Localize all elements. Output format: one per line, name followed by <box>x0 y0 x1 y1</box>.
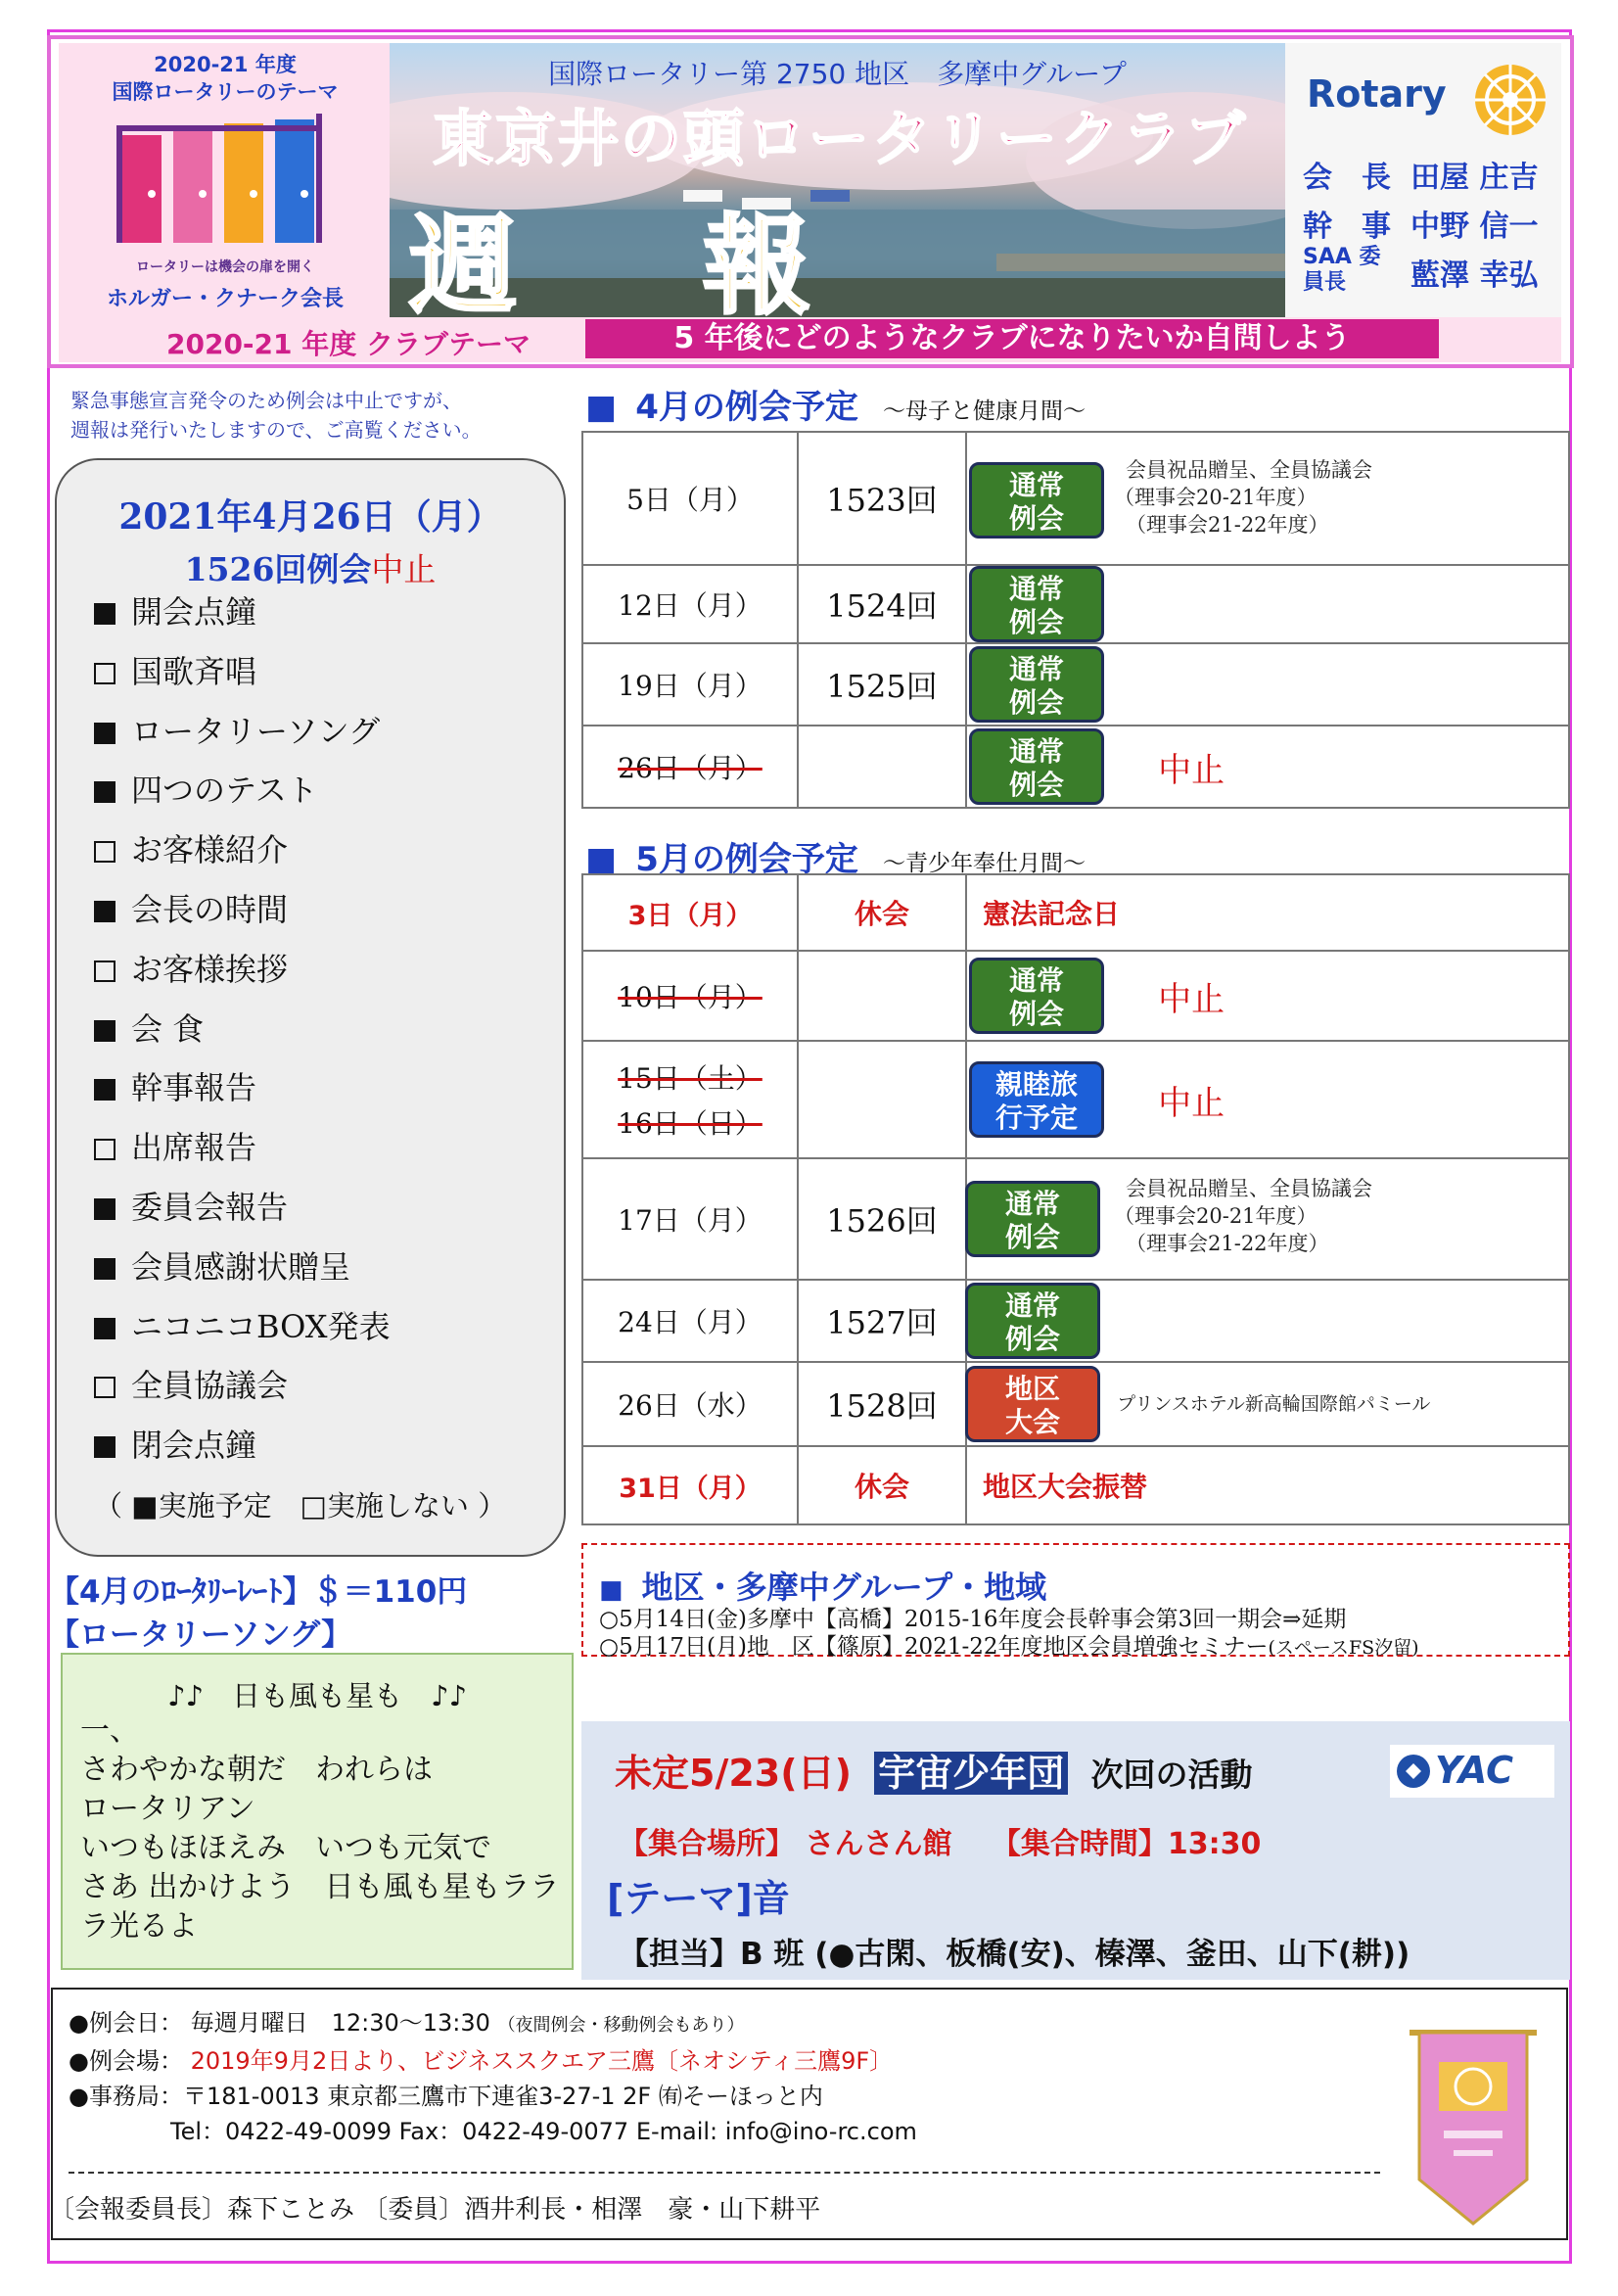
yac-meeting-line <box>619 1819 1261 1862</box>
may-number: 休会 <box>798 1446 966 1524</box>
yac-theme: 音 <box>752 1877 790 1920</box>
ri-theme-panel <box>59 43 392 361</box>
office-label: ●事務局： <box>69 2083 183 2110</box>
notice <box>70 386 560 445</box>
april-note <box>1114 456 1372 539</box>
checked-square-icon <box>94 603 116 625</box>
regular-meeting-badge: 通常 例会 <box>969 566 1104 642</box>
regular-meeting-badge: 通常 例会 <box>969 462 1104 539</box>
table-row <box>582 565 1569 643</box>
song-line: いつもほほえみ いつも元気で <box>80 1831 491 1865</box>
table-row <box>582 643 1569 726</box>
district-event-venue: (スペースFS汐留) <box>1268 1637 1419 1659</box>
cancelled-date: 26日（月） <box>618 752 763 784</box>
rotary-wordmark: Rotary <box>1307 72 1447 116</box>
may-date-cancelled <box>582 951 798 1041</box>
district-square-icon: ■ <box>599 1575 624 1605</box>
may-desc <box>966 1041 1569 1158</box>
meeting-status: 中止 <box>371 550 437 588</box>
meeting-date: 2021年4月26日（月） <box>118 496 502 538</box>
checked-square-icon <box>94 901 116 922</box>
ri-president: ホルガー・クナーク会長 <box>106 287 344 311</box>
yac-headline <box>615 1743 1252 1797</box>
may-number: 1527回 <box>798 1280 966 1362</box>
meeting-day: 毎週月曜日 12:30～13:30 <box>190 2009 490 2037</box>
opportunity-doors-logo <box>113 106 338 253</box>
theme-motto: ロータリーは機会の扉を開く <box>136 259 314 275</box>
club-banner-pennant <box>1400 2003 1547 2228</box>
unchecked-square-icon <box>94 663 116 684</box>
theme-year: 2020-21 年度 <box>154 53 297 76</box>
song-line: さわやかな朝だ われらは <box>80 1753 433 1787</box>
song-line: さあ 出かけよう 日も風も星もララ <box>80 1870 560 1904</box>
regular-meeting-badge: 通常 例会 <box>969 958 1104 1034</box>
agenda-item-label: 出席報告 <box>131 1129 257 1167</box>
agenda-item <box>94 1123 256 1168</box>
may-desc: 地区大会振替 <box>966 1446 1569 1524</box>
district-event-text: ○5月17日(月)地 区【篠原】2021-22年度地区会員増強セミナー <box>599 1634 1269 1660</box>
may-date: 31日（月） <box>582 1446 798 1524</box>
may-title: 5月の例会予定 <box>635 840 858 879</box>
venue-label: ●例会場： <box>69 2047 183 2075</box>
agenda-item-label: 会 食 <box>131 1009 205 1048</box>
yac-next: 次回の活動 <box>1090 1756 1253 1794</box>
song-title: ♪♪ 日も風も星も ♪♪ <box>166 1679 468 1712</box>
footer-divider <box>69 2172 1380 2174</box>
song-lyrics <box>80 1711 570 1946</box>
yac-date: 5/23(日) <box>689 1752 852 1795</box>
meeting-number: 1526回例会 <box>184 550 372 588</box>
agenda-item-label: 開会点鐘 <box>131 593 257 631</box>
yac-theme-label: [テーマ] <box>607 1877 753 1920</box>
note-line: 会員祝品贈呈、全員協議会 <box>1126 458 1372 482</box>
officer-role-secretary: 幹 事 <box>1303 210 1391 244</box>
cancelled-label: 中止 <box>1158 750 1225 790</box>
agenda-item-label: 国歌斉唱 <box>131 652 257 690</box>
agenda-item-label: 委員会報告 <box>131 1189 289 1226</box>
may-date: 3日（月） <box>582 874 798 951</box>
agenda-item <box>94 1421 256 1466</box>
agenda-item-label: 幹事報告 <box>131 1069 257 1107</box>
agenda-item-label: 会員感謝状贈呈 <box>131 1247 351 1286</box>
regular-meeting-badge: 通常 例会 <box>965 1283 1100 1359</box>
april-desc <box>966 643 1569 726</box>
agenda-item <box>94 647 256 692</box>
footer-line <box>69 2005 917 2043</box>
april-date: 5日（月） <box>582 432 798 565</box>
agenda-item <box>94 587 256 633</box>
may-note <box>1114 1175 1372 1257</box>
agenda-item <box>94 1242 350 1288</box>
note-line: （理事会20-21年度） <box>1114 1204 1318 1228</box>
footer-line <box>69 2043 917 2079</box>
agenda-item <box>94 766 318 811</box>
checked-square-icon <box>94 723 116 744</box>
agenda-item-label: 閉会点鐘 <box>131 1427 257 1465</box>
yac-org: 宇宙少年団 <box>874 1752 1068 1795</box>
song-line: ラ光るよ <box>80 1909 198 1944</box>
may-date-cancelled <box>582 1041 798 1158</box>
agenda-item <box>94 1005 204 1050</box>
notice-line: 週報は発行いたしますので、ご高覧ください。 <box>70 418 482 442</box>
table-row <box>582 726 1569 808</box>
unchecked-square-icon <box>94 1139 116 1160</box>
agenda-item-label: 四つのテスト <box>131 772 318 810</box>
checked-square-icon <box>94 1020 116 1042</box>
table-row <box>582 951 1569 1041</box>
note-line: （理事会21-22年度） <box>1126 1232 1329 1255</box>
cherry-blossom-photo <box>390 43 1285 317</box>
april-number: 1524回 <box>798 565 966 643</box>
district-conference-badge: 地区 大会 <box>965 1366 1100 1442</box>
may-number <box>798 1041 966 1158</box>
yac-place-label: 【集合場所】 <box>619 1827 795 1861</box>
april-number: 1523回 <box>798 432 966 565</box>
april-date: 19日（月） <box>582 643 798 726</box>
april-subtitle: ～母子と健康月間～ <box>882 398 1086 424</box>
agenda-legend: （ ■実施予定 □実施しない ） <box>94 1489 507 1523</box>
officers-panel <box>1285 43 1561 317</box>
rotary-rate: 【4月のﾛｰﾀﾘｰﾚｰﾄ】＄＝110円 <box>49 1574 468 1610</box>
agenda-item <box>94 707 380 752</box>
may-date: 24日（月） <box>582 1280 798 1362</box>
club-theme: 5 年後にどのようなクラブになりたいか自問しよう <box>585 319 1439 358</box>
may-number <box>798 951 966 1041</box>
checked-square-icon <box>94 1318 116 1339</box>
officer-role-president: 会 長 <box>1303 161 1391 195</box>
table-row <box>582 1041 1569 1158</box>
may-schedule-table <box>581 873 1570 1525</box>
table-row <box>582 1446 1569 1524</box>
district-title-line <box>599 1563 1046 1608</box>
meeting-day-label: ●例会日： <box>69 2009 183 2037</box>
may-number: 1526回 <box>798 1158 966 1280</box>
checked-square-icon <box>94 1258 116 1280</box>
april-date-cancelled <box>582 726 798 808</box>
cancelled-date: 16日（日） <box>618 1107 763 1140</box>
agenda-item <box>94 1302 391 1347</box>
april-section-title <box>585 380 1086 428</box>
may-date: 17日（月） <box>582 1158 798 1280</box>
checked-square-icon <box>94 1436 116 1458</box>
district-event <box>599 1633 1419 1662</box>
agenda-item-label: 全員協議会 <box>131 1367 289 1405</box>
april-desc <box>966 726 1569 808</box>
cancelled-label: 中止 <box>1158 979 1225 1019</box>
rotary-wheel-icon <box>1471 61 1549 139</box>
agenda-item <box>94 945 288 990</box>
agenda-item-label: ニコニコBOX発表 <box>131 1307 391 1345</box>
april-number <box>798 726 966 808</box>
agenda-item-label: ロータリーソング <box>131 712 381 750</box>
may-number: 休会 <box>798 874 966 951</box>
song-line: ロータリアン <box>80 1792 255 1826</box>
cancelled-label: 中止 <box>1158 1083 1225 1123</box>
agenda-item-label: お客様挨拶 <box>131 950 289 988</box>
april-number: 1525回 <box>798 643 966 726</box>
district-title: 地区・多摩中グループ・地域 <box>641 1569 1047 1606</box>
officer-name-secretary: 中野 信一 <box>1410 210 1539 244</box>
table-row <box>582 1362 1569 1446</box>
newsletter-title: 週 報 <box>409 204 850 317</box>
yac-staff: 【担当】B 班 (●古閑、板橋(安)、榛澤、釜田、山下(耕)) <box>619 1937 1410 1972</box>
club-theme-label: 2020-21 年度 クラブテーマ <box>166 328 532 360</box>
yac-theme-line <box>607 1868 790 1922</box>
officer-name-saa: 藍澤 幸弘 <box>1410 258 1539 293</box>
officer-role-saa: SAA 委員長 <box>1303 245 1381 295</box>
checked-square-icon <box>94 1198 116 1220</box>
agenda-item <box>94 1361 288 1406</box>
officer-name-president: 田屋 庄吉 <box>1410 161 1539 195</box>
april-square-icon: ■ <box>585 388 618 427</box>
may-note: プリンスホテル新高輪国際館パミール <box>1117 1393 1431 1415</box>
may-desc <box>966 951 1569 1041</box>
footer-contact: Tel：0422-49-0099 Fax：0422-49-0077 E-mail: info@ino-rc.com <box>170 2118 917 2145</box>
regular-meeting-badge: 通常 例会 <box>969 646 1104 723</box>
may-desc: 憲法記念日 <box>966 874 1569 951</box>
regular-meeting-badge: 通常 例会 <box>969 728 1104 805</box>
song-heading: 【ロータリーソング】 <box>49 1617 352 1653</box>
agenda-item-label: 会長の時間 <box>131 891 289 928</box>
meeting-day-note: （夜間例会・移動例会もあり） <box>497 2015 745 2036</box>
checked-square-icon <box>94 781 116 803</box>
note-line: （理事会21-22年度） <box>1126 513 1329 537</box>
regular-meeting-badge: 通常 例会 <box>965 1181 1100 1257</box>
cancelled-date: 15日（土） <box>618 1062 763 1095</box>
district-line: 国際ロータリー第 2750 地区 多摩中グループ <box>548 58 1127 90</box>
footer-line <box>69 2079 917 2114</box>
may-number: 1528回 <box>798 1362 966 1446</box>
cancelled-date: 10日（月） <box>618 981 763 1013</box>
trip-badge: 親睦旅 行予定 <box>969 1061 1104 1138</box>
agenda-item <box>94 1183 288 1228</box>
theme-label: 国際ロータリーのテーマ <box>112 80 339 104</box>
april-date: 12日（月） <box>582 565 798 643</box>
meeting-number-line <box>55 544 566 590</box>
district-event: ○5月14日(金)多摩中【高橋】2015-16年度会長幹事会第3回一期会⇒延期 <box>599 1607 1347 1632</box>
may-desc <box>966 1158 1569 1280</box>
club-name: 東京井の頭ロータリークラブ <box>432 103 1247 174</box>
district-events <box>599 1606 1419 1662</box>
agenda-item <box>94 825 288 870</box>
agenda-item-label: お客様紹介 <box>131 831 289 869</box>
may-desc <box>966 1362 1569 1446</box>
may-date: 26日（水） <box>582 1362 798 1446</box>
yac-logo <box>1390 1745 1554 1798</box>
april-title: 4月の例会予定 <box>635 388 858 427</box>
newsletter-editors: 〔会報委員長〕森下ことみ 〔委員〕酒井利長・相澤 豪・山下耕平 <box>49 2195 821 2225</box>
song-line: 一、 <box>80 1713 139 1748</box>
agenda-item <box>94 1063 256 1108</box>
may-square-icon: ■ <box>585 840 618 879</box>
yac-wordmark: YAC <box>1435 1749 1514 1792</box>
office-address: 〒181-0013 東京都三鷹市下連雀3-27-1 2F ㈲そーほっと内 <box>182 2083 823 2110</box>
april-schedule-table <box>581 431 1570 809</box>
table-row <box>582 1280 1569 1362</box>
unchecked-square-icon <box>94 1377 116 1398</box>
yac-place: さんさん館 <box>805 1827 952 1861</box>
unchecked-square-icon <box>94 961 116 982</box>
venue: 2019年9月2日より、ビジネススクエア三鷹〔ネオシティ三鷹9F〕 <box>190 2047 894 2075</box>
table-row <box>582 432 1569 565</box>
unchecked-square-icon <box>94 841 116 863</box>
yac-time-label: 【集合時間】 <box>991 1827 1168 1861</box>
note-line: （理事会20-21年度） <box>1114 486 1318 509</box>
footer-info <box>69 2005 917 2149</box>
table-row <box>582 1158 1569 1280</box>
agenda-item <box>94 885 288 930</box>
yac-time: 13:30 <box>1167 1827 1262 1861</box>
note-line: 会員祝品贈呈、全員協議会 <box>1126 1177 1372 1200</box>
yac-pending: 未定 <box>615 1752 690 1795</box>
table-row <box>582 874 1569 951</box>
notice-line: 緊急事態宣言発令のため例会は中止ですが、 <box>70 389 462 412</box>
april-desc <box>966 432 1569 565</box>
april-desc <box>966 565 1569 643</box>
may-subtitle: ～青少年奉仕月間～ <box>882 851 1086 876</box>
checked-square-icon <box>94 1079 116 1101</box>
may-desc <box>966 1280 1569 1362</box>
